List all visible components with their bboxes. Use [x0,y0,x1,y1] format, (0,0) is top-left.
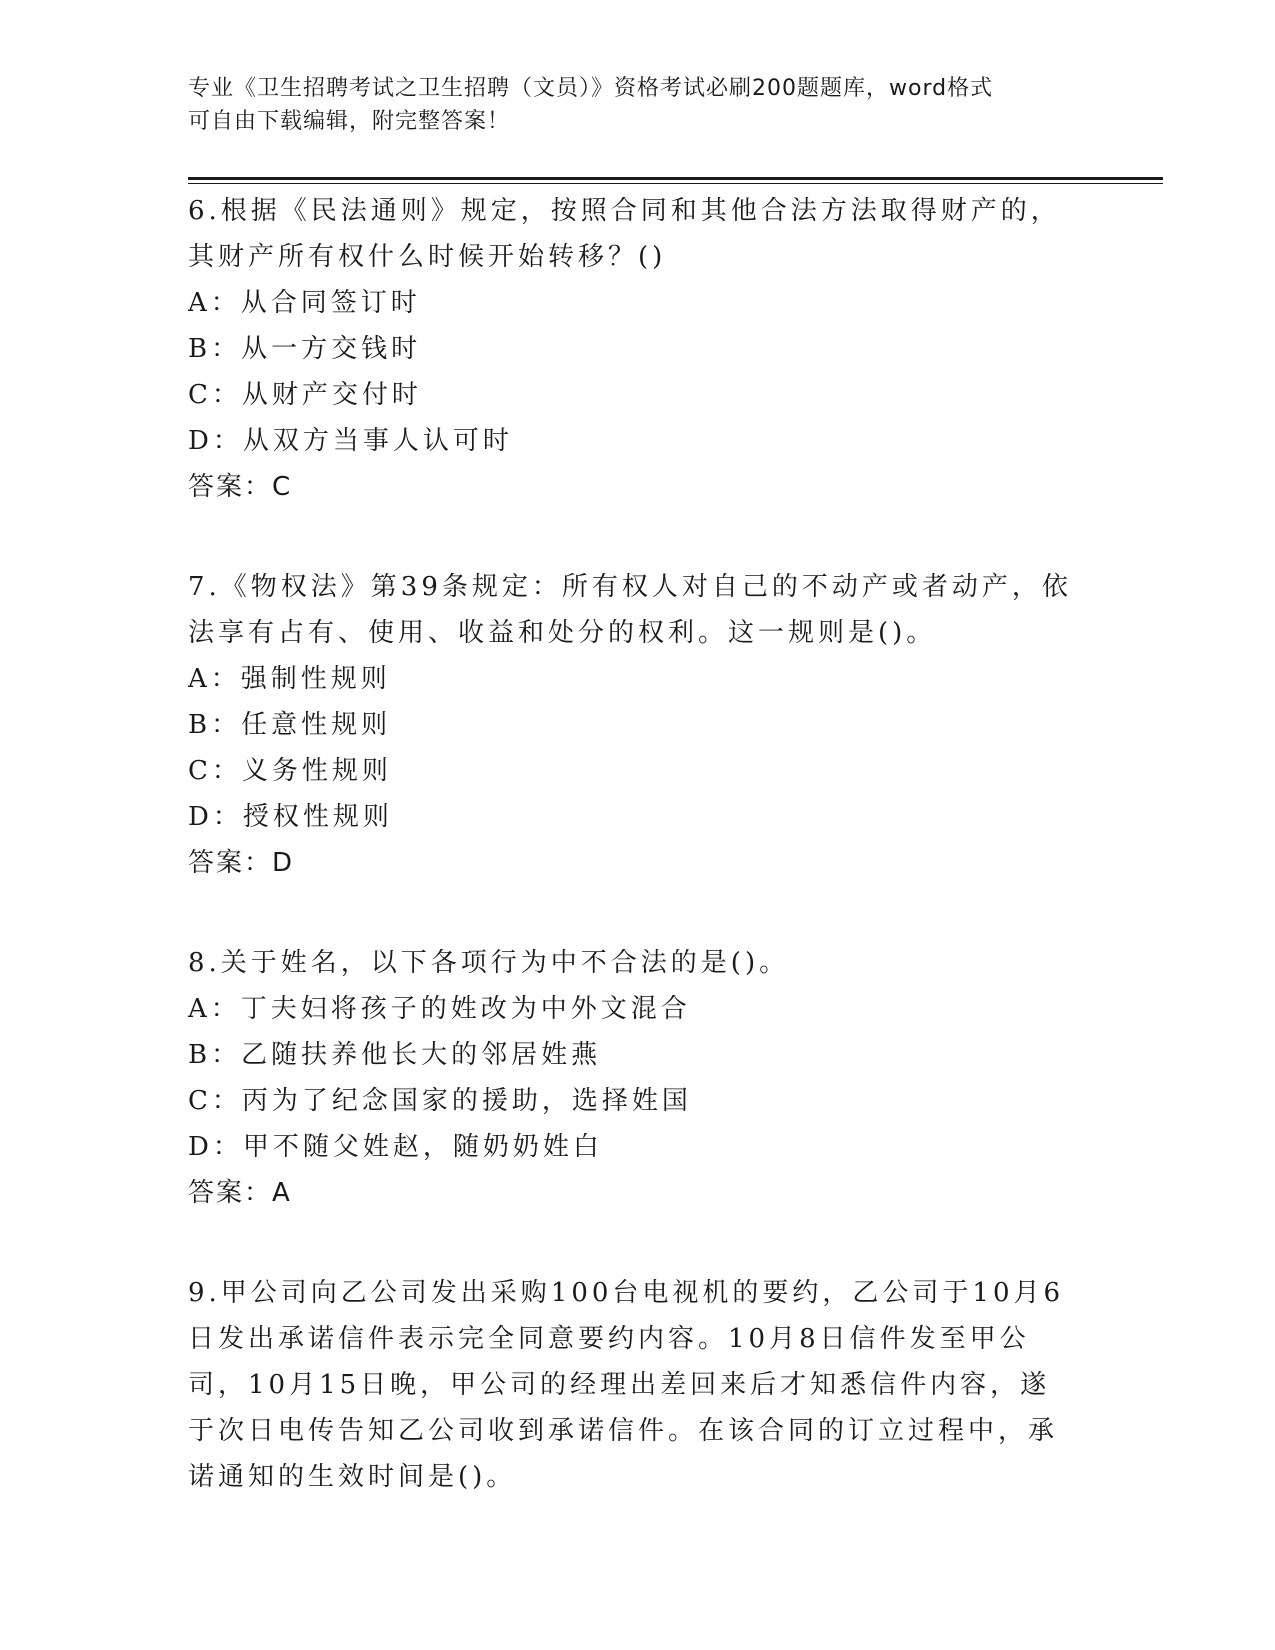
answer-label: 答案：A [188,1178,292,1208]
option-c: C：义务性规则 [188,756,392,786]
question-stem: 8.关于姓名，以下各项行为中不合法的是()。 [188,948,790,978]
option-b: B：任意性规则 [188,710,392,740]
question-8 [188,940,1078,1216]
question-6 [188,188,1078,510]
question-stem: 7.《物权法》第39条规定：所有权人对自己的不动产或者动产，依法享有占有、使用、收益和处分的权利。这一规则是()。 [188,572,1072,648]
document-header [188,72,1088,138]
question-7 [188,564,1078,886]
option-b: B：从一方交钱时 [188,334,422,364]
answer-label: 答案：D [188,848,295,878]
question-9 [188,1270,1078,1500]
option-c: C：从财产交付时 [188,380,422,410]
option-d: D：授权性规则 [188,802,393,832]
option-a: A：强制性规则 [188,664,391,694]
option-d: D：甲不随父姓赵，随奶奶姓白 [188,1132,603,1162]
header-line-2: 可自由下载编辑，附完整答案！ [188,109,511,134]
option-c: C：丙为了纪念国家的援助，选择姓国 [188,1086,692,1116]
header-line-1: 专业《卫生招聘考试之卫生招聘（文员）》资格考试必刷200题题库，word格式 [188,76,994,101]
option-d: D：从双方当事人认可时 [188,426,513,456]
question-list [188,188,1078,1554]
answer-label: 答案：C [188,472,293,502]
header-rule-thin [188,183,1163,184]
option-b: B：乙随扶养他长大的邻居姓燕 [188,1040,602,1070]
option-a: A：丁夫妇将孩子的姓改为中外文混合 [188,994,691,1024]
question-stem: 9.甲公司向乙公司发出采购100台电视机的要约，乙公司于10月6日发出承诺信件表示完全同意要约内容。10月8日信件发至甲公司，10月15日晚，甲公司的经理出差回来后才知悉信件内容，遂于次日电传告知乙公司收到承诺信件。在该合同的订立过程中，承诺通知的生效时间是()。 [188,1278,1065,1492]
option-a: A：从合同签订时 [188,288,421,318]
question-stem: 6.根据《民法通则》规定，按照合同和其他合法方法取得财产的，其财产所有权什么时候开始转移？() [188,196,1061,272]
header-rule-thick [188,177,1163,180]
